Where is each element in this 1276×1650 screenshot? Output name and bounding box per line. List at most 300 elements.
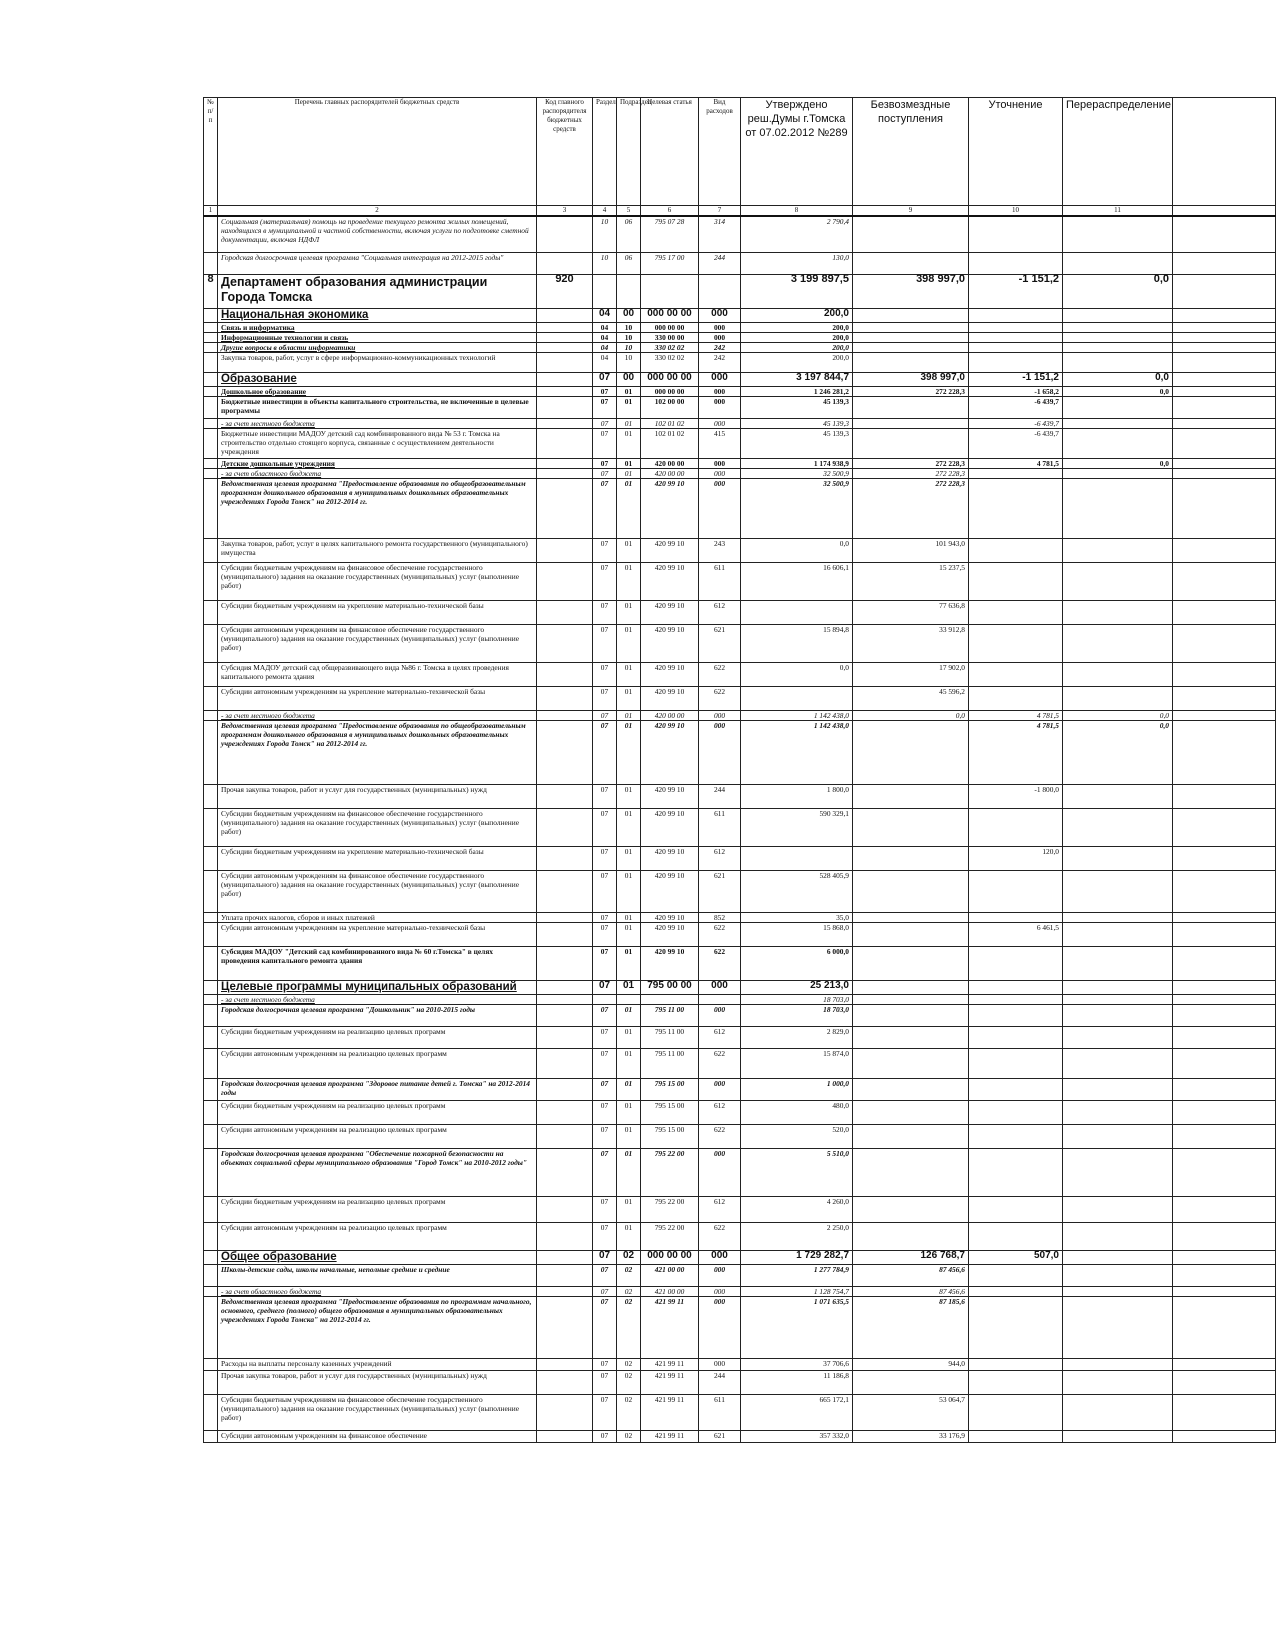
row-name: Субсидии автономным учреждениям на финансовое обеспечение государственного (муниципального) задания на оказание государственных (муниципальных) услуг (выполнение работ) [218,870,537,912]
row-number [204,710,218,720]
row-name: Прочая закупка товаров, работ и услуг для государственных (муниципальных) нужд [218,784,537,808]
row-extra [1173,662,1276,686]
row-podrazdel: 02 [617,1286,641,1296]
row-extra [1173,1358,1276,1370]
row-number [204,342,218,352]
row-razdel: 07 [593,1026,617,1048]
row-extra [1173,1296,1276,1358]
row-extra [1173,1148,1276,1196]
row-approved: 45 139,3 [741,418,853,428]
row-extra [1173,1048,1276,1078]
row-code [537,1004,593,1026]
row-name: Расходы на выплаты персоналу казенных учреждений [218,1358,537,1370]
row-number [204,912,218,922]
row-name: - за счет местного бюджета [218,994,537,1004]
row-extra [1173,784,1276,808]
row-code [537,922,593,946]
row-clarification: 4 781,5 [969,458,1063,468]
row-number [204,846,218,870]
row-razdel: 07 [593,870,617,912]
row-clarification [969,870,1063,912]
row-razdel: 07 [593,784,617,808]
table-row [204,274,1276,308]
row-code [537,562,593,600]
row-number [204,252,218,274]
row-razdel: 07 [593,600,617,624]
row-approved: 0,0 [741,538,853,562]
row-clarification [969,600,1063,624]
row-approved: 1 071 635,5 [741,1296,853,1358]
row-redistribution: 0,0 [1063,274,1173,308]
row-razdel: 04 [593,342,617,352]
table-row [204,1196,1276,1222]
row-razdel: 07 [593,418,617,428]
row-code [537,342,593,352]
table-row [204,1222,1276,1250]
row-razdel: 07 [593,686,617,710]
table-row [204,980,1276,994]
row-extra [1173,252,1276,274]
row-target-article: 102 00 00 [641,396,699,418]
row-podrazdel: 02 [617,1370,641,1394]
table-row [204,1148,1276,1196]
row-name: Субсидии бюджетным учреждениям на финансовое обеспечение государственного (муниципального) задания на оказание государственных (муниципальных) услуг (выполнение работ) [218,562,537,600]
row-clarification: -1 151,2 [969,274,1063,308]
row-extra [1173,1100,1276,1124]
row-number [204,1196,218,1222]
row-target-article: 000 00 00 [641,1250,699,1264]
table-row [204,386,1276,396]
row-grants [853,808,969,846]
table-row [204,808,1276,846]
row-podrazdel: 01 [617,600,641,624]
row-razdel: 07 [593,720,617,784]
row-approved: 130,0 [741,252,853,274]
row-approved: 25 213,0 [741,980,853,994]
row-number [204,1048,218,1078]
row-podrazdel: 01 [617,396,641,418]
row-redistribution [1063,686,1173,710]
row-podrazdel: 01 [617,946,641,980]
row-code [537,946,593,980]
row-redistribution [1063,1296,1173,1358]
row-grants [853,994,969,1004]
row-grants [853,418,969,428]
table-row [204,352,1276,372]
row-code [537,216,593,252]
row-number [204,1100,218,1124]
row-exp-type: 415 [699,428,741,458]
row-approved: 520,0 [741,1124,853,1148]
row-target-article: 420 99 10 [641,478,699,538]
row-grants: 398 997,0 [853,274,969,308]
row-number [204,870,218,912]
row-razdel: 07 [593,846,617,870]
row-podrazdel: 01 [617,846,641,870]
row-number [204,1264,218,1286]
row-number [204,468,218,478]
row-razdel: 07 [593,1048,617,1078]
row-approved: 11 186,8 [741,1370,853,1394]
row-target-article: 420 00 00 [641,468,699,478]
row-podrazdel: 10 [617,322,641,332]
row-approved: 15 868,0 [741,922,853,946]
row-extra [1173,912,1276,922]
row-code [537,994,593,1004]
row-podrazdel: 01 [617,1148,641,1196]
row-target-article: 421 99 11 [641,1358,699,1370]
row-extra [1173,478,1276,538]
row-exp-type: 622 [699,686,741,710]
row-name: Связь и информатика [218,322,537,332]
row-name: - за счет областного бюджета [218,1286,537,1296]
row-name: Уплата прочих налогов, сборов и иных платежей [218,912,537,922]
row-number [204,216,218,252]
row-razdel: 04 [593,332,617,342]
row-razdel: 07 [593,808,617,846]
row-razdel: 04 [593,322,617,332]
row-code [537,1370,593,1394]
row-redistribution [1063,538,1173,562]
row-clarification: -6 439,7 [969,396,1063,418]
table-row [204,372,1276,386]
row-podrazdel: 01 [617,870,641,912]
row-code [537,1222,593,1250]
row-name: Национальная экономика [218,308,537,322]
row-extra [1173,870,1276,912]
row-grants [853,1078,969,1100]
row-razdel: 07 [593,710,617,720]
row-extra [1173,1196,1276,1222]
row-exp-type: 000 [699,980,741,994]
row-extra [1173,1078,1276,1100]
table-row [204,216,1276,252]
table-row [204,1286,1276,1296]
table-row [204,478,1276,538]
row-redistribution [1063,342,1173,352]
budget-table [203,97,1276,1443]
row-approved: 665 172,1 [741,1394,853,1430]
row-code [537,252,593,274]
row-podrazdel: 01 [617,538,641,562]
row-exp-type: 612 [699,1196,741,1222]
row-grants: 87 456,6 [853,1286,969,1296]
row-number [204,538,218,562]
row-redistribution: 0,0 [1063,386,1173,396]
row-target-article: 795 15 00 [641,1078,699,1100]
row-exp-type: 000 [699,386,741,396]
row-exp-type: 000 [699,1250,741,1264]
row-name: Городская долгосрочная целевая программа "Социальная интеграция на 2012-2015 годы" [218,252,537,274]
row-razdel [593,274,617,308]
row-target-article [641,994,699,1004]
row-code [537,332,593,342]
row-code [537,1026,593,1048]
row-target-article: 420 99 10 [641,912,699,922]
table-row [204,1250,1276,1264]
table-row [204,428,1276,458]
row-extra [1173,418,1276,428]
row-code [537,1078,593,1100]
row-name: Социальная (материальная) помощь на проведение текущего ремонта жилых помещений, находящихся в муниципальной и частной собственности, включая услуги по подготовке сметной документации, включая НДФЛ [218,216,537,252]
row-exp-type: 612 [699,846,741,870]
row-podrazdel: 06 [617,252,641,274]
row-clarification [969,1430,1063,1442]
row-extra [1173,1430,1276,1442]
row-podrazdel: 00 [617,372,641,386]
row-code [537,458,593,468]
row-clarification: 4 781,5 [969,710,1063,720]
row-target-article: 795 15 00 [641,1100,699,1124]
table-row [204,1394,1276,1430]
row-exp-type: 611 [699,562,741,600]
row-grants [853,1222,969,1250]
row-code [537,478,593,538]
row-redistribution [1063,332,1173,342]
row-podrazdel: 01 [617,386,641,396]
row-grants: 101 943,0 [853,538,969,562]
row-exp-type: 621 [699,870,741,912]
row-exp-type: 244 [699,252,741,274]
row-exp-type: 622 [699,662,741,686]
row-razdel: 07 [593,1296,617,1358]
row-approved: 200,0 [741,322,853,332]
row-target-article: 421 00 00 [641,1286,699,1296]
row-approved: 15 874,0 [741,1048,853,1078]
row-podrazdel: 01 [617,1048,641,1078]
row-podrazdel: 01 [617,1026,641,1048]
row-exp-type: 000 [699,1286,741,1296]
row-name: Закупка товаров, работ, услуг в целях капитального ремонта государственного (муниципального) имущества [218,538,537,562]
row-name: Субсидии автономным учреждениям на финансовое обеспечение государственного (муниципального) задания на оказание государственных (муниципальных) услуг (выполнение работ) [218,624,537,662]
row-clarification [969,322,1063,332]
row-approved: 45 139,3 [741,396,853,418]
row-clarification [969,308,1063,322]
row-clarification [969,912,1063,922]
row-extra [1173,322,1276,332]
row-grants [853,784,969,808]
row-code [537,428,593,458]
row-podrazdel: 10 [617,342,641,352]
row-razdel: 07 [593,386,617,396]
row-grants: 944,0 [853,1358,969,1370]
table-row [204,870,1276,912]
row-number [204,308,218,322]
row-exp-type: 000 [699,322,741,332]
row-target-article: 421 99 11 [641,1296,699,1358]
row-approved: 45 139,3 [741,428,853,458]
row-approved: 15 894,8 [741,624,853,662]
table-row [204,994,1276,1004]
row-podrazdel [617,274,641,308]
colnum-2: 2 [218,206,537,217]
row-target-article: 420 99 10 [641,662,699,686]
row-exp-type: 622 [699,1124,741,1148]
row-approved: 200,0 [741,352,853,372]
row-number [204,372,218,386]
row-approved [741,686,853,710]
table-row [204,308,1276,322]
row-redistribution [1063,1430,1173,1442]
row-podrazdel: 06 [617,216,641,252]
row-approved: 3 197 844,7 [741,372,853,386]
row-podrazdel: 01 [617,428,641,458]
row-podrazdel: 02 [617,1250,641,1264]
row-approved: 200,0 [741,332,853,342]
row-razdel: 07 [593,922,617,946]
row-approved: 1 246 281,2 [741,386,853,396]
row-exp-type: 612 [699,1100,741,1124]
row-target-article: 420 99 10 [641,870,699,912]
row-number [204,322,218,332]
row-redistribution [1063,784,1173,808]
row-clarification [969,1048,1063,1078]
row-approved: 18 703,0 [741,994,853,1004]
row-target-article: 330 02 02 [641,342,699,352]
row-redistribution [1063,870,1173,912]
row-target-article: 102 01 02 [641,428,699,458]
row-redistribution [1063,624,1173,662]
colnum-7: 7 [699,206,741,217]
row-target-article: 795 11 00 [641,1026,699,1048]
colnum-4: 4 [593,206,617,217]
row-number [204,428,218,458]
row-exp-type: 000 [699,396,741,418]
row-redistribution [1063,1394,1173,1430]
row-name: Целевые программы муниципальных образований [218,980,537,994]
row-number [204,352,218,372]
row-extra [1173,216,1276,252]
row-exp-type: 000 [699,720,741,784]
table-row [204,710,1276,720]
row-approved: 32 500,9 [741,478,853,538]
row-redistribution [1063,1196,1173,1222]
row-razdel: 07 [593,1004,617,1026]
row-number [204,562,218,600]
row-extra [1173,1394,1276,1430]
row-grants: 87 456,6 [853,1264,969,1286]
row-razdel: 07 [593,562,617,600]
row-extra [1173,468,1276,478]
row-podrazdel: 01 [617,808,641,846]
table-row [204,342,1276,352]
row-clarification [969,686,1063,710]
row-number [204,1026,218,1048]
row-approved: 5 510,0 [741,1148,853,1196]
table-row [204,720,1276,784]
row-clarification [969,352,1063,372]
table-row [204,332,1276,342]
header-name: Перечень главных распорядителей бюджетных средств [218,98,537,206]
row-name: Департамент образования администрации Города Томска [218,274,537,308]
row-grants [853,1370,969,1394]
table-row [204,912,1276,922]
row-name: Городская долгосрочная целевая программа "Дошкольник" на 2010-2015 годы [218,1004,537,1026]
row-podrazdel [617,994,641,1004]
row-clarification [969,1196,1063,1222]
row-clarification [969,1148,1063,1196]
table-row [204,1124,1276,1148]
row-exp-type: 000 [699,1296,741,1358]
row-approved: 37 706,6 [741,1358,853,1370]
row-podrazdel: 01 [617,662,641,686]
row-number [204,808,218,846]
row-name: Информационные технологии и связь [218,332,537,342]
row-number [204,686,218,710]
row-podrazdel: 02 [617,1394,641,1430]
row-podrazdel: 01 [617,458,641,468]
row-grants [853,1148,969,1196]
colnum-extra [1173,206,1276,217]
row-grants: 272 228,3 [853,478,969,538]
row-target-article: 330 00 00 [641,332,699,342]
row-exp-type: 000 [699,1078,741,1100]
row-razdel: 07 [593,1286,617,1296]
row-target-article: 420 99 10 [641,562,699,600]
row-redistribution [1063,1004,1173,1026]
row-extra [1173,624,1276,662]
row-grants [853,352,969,372]
row-code [537,600,593,624]
row-code [537,1264,593,1286]
row-podrazdel: 01 [617,686,641,710]
row-number [204,600,218,624]
row-name: Ведомственная целевая программа "Предоставление образования по общеобразовательным программам дошкольного образования в муниципальных дошкольных образовательных учреждениях Города Томск" на 2012-2014 гг. [218,720,537,784]
table-row [204,418,1276,428]
row-approved: 1 128 754,7 [741,1286,853,1296]
row-code [537,720,593,784]
row-redistribution: 0,0 [1063,458,1173,468]
row-exp-type [699,274,741,308]
row-redistribution: 0,0 [1063,372,1173,386]
row-podrazdel: 01 [617,624,641,662]
row-code [537,468,593,478]
row-podrazdel: 01 [617,912,641,922]
row-number [204,1148,218,1196]
row-name: Субсидии бюджетным учреждениям на финансовое обеспечение государственного (муниципального) задания на оказание государственных (муниципальных) услуг (выполнение работ) [218,808,537,846]
table-header-row [204,98,1276,206]
row-extra [1173,458,1276,468]
row-number [204,396,218,418]
row-exp-type: 000 [699,1358,741,1370]
row-approved: 32 500,9 [741,468,853,478]
row-podrazdel: 01 [617,1222,641,1250]
row-razdel: 07 [593,980,617,994]
row-razdel: 07 [593,468,617,478]
row-code [537,538,593,562]
row-extra [1173,372,1276,386]
row-number [204,1430,218,1442]
row-redistribution [1063,1026,1173,1048]
row-extra [1173,994,1276,1004]
colnum-10: 10 [969,206,1063,217]
row-exp-type [699,994,741,1004]
row-number [204,922,218,946]
row-grants [853,1026,969,1048]
row-redistribution [1063,478,1173,538]
row-podrazdel: 01 [617,1078,641,1100]
row-name: Субсидия МАДОУ детский сад общеразвивающего вида №86 г. Томска в целях проведения капитального ремонта здания [218,662,537,686]
row-extra [1173,1026,1276,1048]
table-row [204,538,1276,562]
row-target-article: 000 00 00 [641,308,699,322]
row-razdel [593,994,617,1004]
row-number [204,386,218,396]
row-exp-type: 000 [699,372,741,386]
row-code [537,1394,593,1430]
row-razdel: 07 [593,1430,617,1442]
table-row [204,396,1276,418]
